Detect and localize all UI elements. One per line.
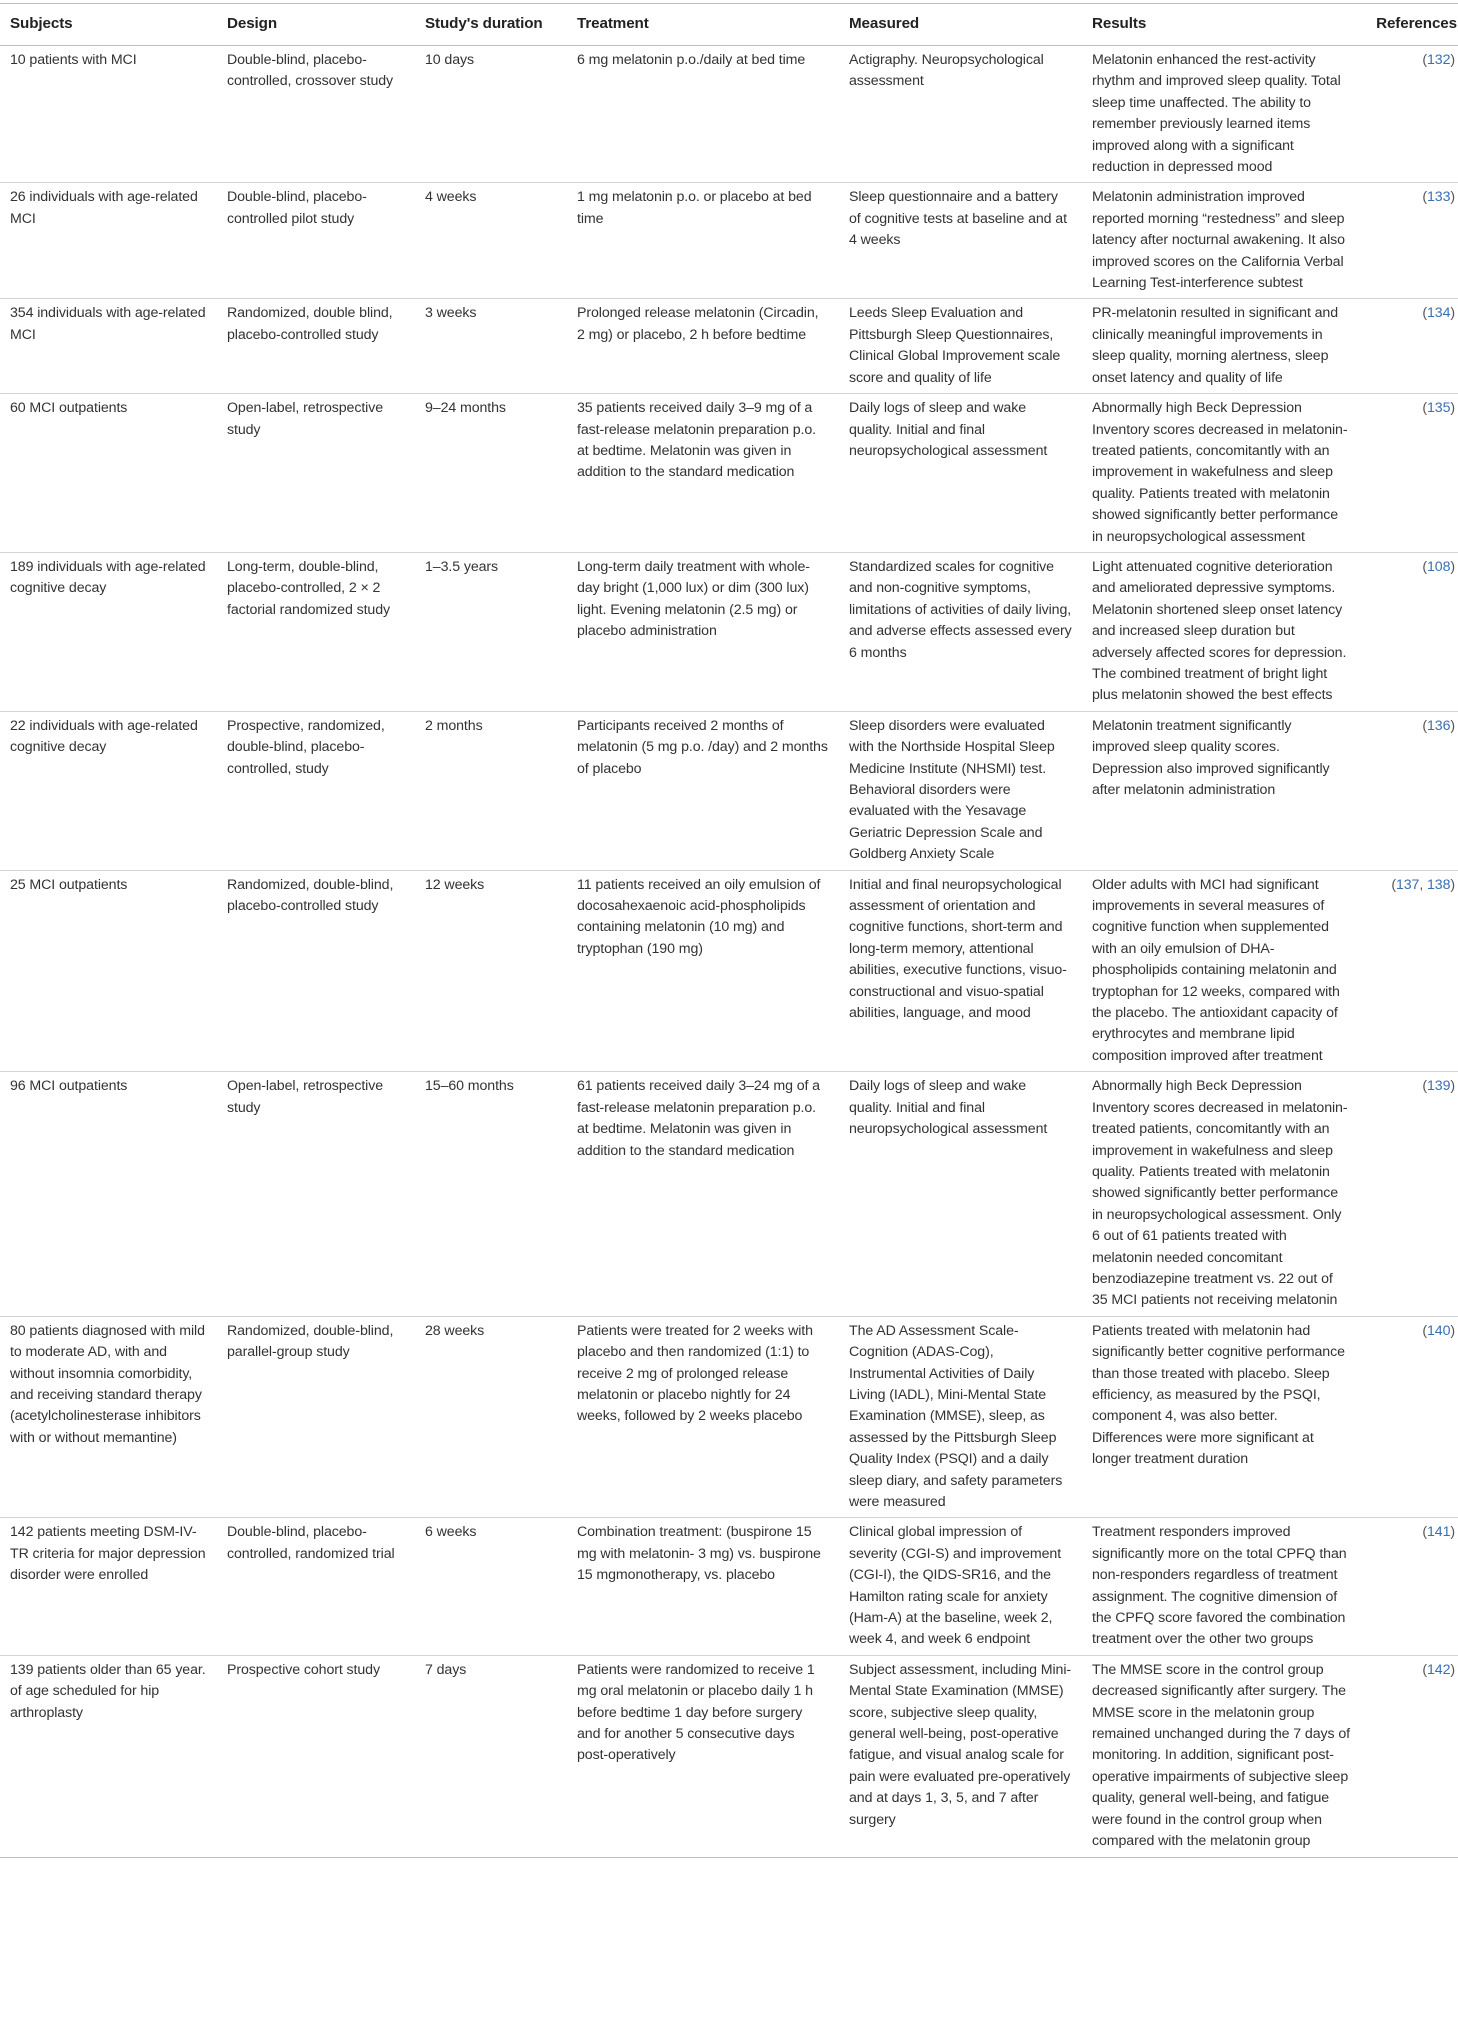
cell-duration: 3 weeks	[415, 299, 567, 394]
cell-duration: 1–3.5 years	[415, 552, 567, 711]
ref-close: )	[1450, 1661, 1455, 1678]
ref-open: (	[1422, 1078, 1427, 1095]
cell-results: Light attenuated cognitive deterioration and ameliorated depressive symptoms. Melatonin shortened sleep onset latency and increased sleep duration but adversely affected scores for depression. The combined treatment of bright light plus melatonin showed the best effects	[1082, 552, 1360, 711]
cell-design: Randomized, double blind, placebo-controlled study	[217, 299, 415, 394]
table-row	[0, 711, 1458, 870]
cell-results: Melatonin enhanced the rest-activity rhythm and improved sleep quality. Total sleep time unaffected. The ability to remember previously learned items improved along with a significant reduction in depressed mood	[1082, 46, 1360, 183]
cell-duration: 28 weeks	[415, 1316, 567, 1518]
table-row	[0, 299, 1458, 394]
cell-duration: 7 days	[415, 1655, 567, 1857]
cell-design: Randomized, double-blind, parallel-group study	[217, 1316, 415, 1518]
reference-link-2[interactable]: 138	[1427, 876, 1451, 893]
ref-open: (	[1422, 1524, 1427, 1541]
cell-results: Patients treated with melatonin had significantly better cognitive performance than those treated with placebo. Sleep efficiency, as measured by the PSQI, component 4, was also better. Differences were more significant at longer treatment duration	[1082, 1316, 1360, 1518]
ref-close: )	[1450, 876, 1455, 893]
table-row	[0, 1316, 1458, 1518]
cell-duration: 12 weeks	[415, 870, 567, 1072]
table-row	[0, 552, 1458, 711]
cell-design: Randomized, double-blind, placebo-controlled study	[217, 870, 415, 1072]
cell-results: Melatonin administration improved reported morning “restedness” and sleep latency after nocturnal awakening. It also improved scores on the California Verbal Learning Test-interference subtest	[1082, 183, 1360, 299]
cell-treatment: 1 mg melatonin p.o. or placebo at bed time	[567, 183, 839, 299]
cell-measured: Daily logs of sleep and wake quality. Initial and final neuropsychological assessment	[839, 1072, 1082, 1316]
ref-open: (	[1391, 876, 1396, 893]
ref-open: (	[1422, 1661, 1427, 1678]
ref-open: (	[1422, 558, 1427, 575]
reference-link[interactable]: 137	[1395, 876, 1420, 893]
cell-subjects: 22 individuals with age-related cognitive decay	[0, 711, 217, 870]
cell-subjects: 142 patients meeting DSM-IV-TR criteria for major depression disorder were enrolled	[0, 1518, 217, 1655]
cell-subjects: 96 MCI outpatients	[0, 1072, 217, 1316]
cell-treatment: Long-term daily treatment with whole-day bright (1,000 lux) or dim (300 lux) light. Evening melatonin (2.5 mg) or placebo administration	[567, 552, 839, 711]
cell-reference	[1360, 183, 1458, 299]
cell-measured: Actigraphy. Neuropsychological assessment	[839, 46, 1082, 183]
cell-measured: Leeds Sleep Evaluation and Pittsburgh Sleep Questionnaires, Clinical Global Improvement scale score and quality of life	[839, 299, 1082, 394]
reference-link[interactable]: 133	[1427, 189, 1451, 206]
cell-reference	[1360, 711, 1458, 870]
cell-treatment: 61 patients received daily 3–24 mg of a fast-release melatonin preparation p.o. at bedtime. Melatonin was given in addition to the standard medication	[567, 1072, 839, 1316]
reference-link[interactable]: 139	[1427, 1078, 1451, 1095]
cell-results: The MMSE score in the control group decreased significantly after surgery. The MMSE score in the melatonin group remained unchanged during the 7 days of monitoring. In addition, significant post-operative impairments of subjective sleep quality, general well-being, and fatigue were found in the control group when compared with the melatonin group	[1082, 1655, 1360, 1857]
cell-measured: Sleep disorders were evaluated with the Northside Hospital Sleep Medicine Institute (NHSMI) test. Behavioral disorders were evaluated with the Yesavage Geriatric Depression Scale and Goldberg Anxiety Scale	[839, 711, 1082, 870]
reference-link[interactable]: 142	[1427, 1661, 1451, 1678]
table-row	[0, 394, 1458, 553]
cell-subjects: 139 patients older than 65 year. of age scheduled for hip arthroplasty	[0, 1655, 217, 1857]
table-header-row	[0, 4, 1458, 46]
ref-open: (	[1422, 1322, 1427, 1339]
header-references: References	[1360, 4, 1458, 46]
cell-measured: Standardized scales for cognitive and non-cognitive symptoms, limitations of activities of daily living, and adverse effects assessed every 6 months	[839, 552, 1082, 711]
cell-measured: Initial and final neuropsychological assessment of orientation and cognitive functions, short-term and long-term memory, attentional abilities, executive functions, visuo-constructional and visuo-spatial abilities, language, and mood	[839, 870, 1082, 1072]
cell-treatment: 35 patients received daily 3–9 mg of a fast-release melatonin preparation p.o. at bedtime. Melatonin was given in addition to the standard medication	[567, 394, 839, 553]
cell-reference	[1360, 1655, 1458, 1857]
cell-design: Open-label, retrospective study	[217, 394, 415, 553]
reference-link[interactable]: 140	[1427, 1322, 1451, 1339]
cell-reference	[1360, 552, 1458, 711]
cell-measured: The AD Assessment Scale-Cognition (ADAS-Cog), Instrumental Activities of Daily Living (IADL), Mini-Mental State Examination (MMSE), sleep, as assessed by the Pittsburgh Sleep Quality Index (PSQI) and a daily sleep diary, and safety parameters were measured	[839, 1316, 1082, 1518]
ref-open: (	[1422, 189, 1427, 206]
cell-treatment: Prolonged release melatonin (Circadin, 2 mg) or placebo, 2 h before bedtime	[567, 299, 839, 394]
header-design: Design	[217, 4, 415, 46]
cell-design: Double-blind, placebo-controlled, crossover study	[217, 46, 415, 183]
study-table	[0, 3, 1458, 1858]
ref-close: )	[1450, 558, 1455, 575]
cell-measured: Subject assessment, including Mini-Mental State Examination (MMSE) score, subjective sleep quality, general well-being, post-operative fatigue, and visual analog scale for pain were evaluated pre-operatively and at days 1, 3, 5, and 7 after surgery	[839, 1655, 1082, 1857]
cell-measured: Daily logs of sleep and wake quality. Initial and final neuropsychological assessment	[839, 394, 1082, 553]
cell-duration: 4 weeks	[415, 183, 567, 299]
ref-close: )	[1450, 717, 1455, 734]
cell-design: Double-blind, placebo-controlled, randomized trial	[217, 1518, 415, 1655]
cell-treatment: Patients were randomized to receive 1 mg oral melatonin or placebo daily 1 h before bedtime 1 day before surgery and for another 5 consecutive days post-operatively	[567, 1655, 839, 1857]
reference-link[interactable]: 132	[1427, 52, 1451, 68]
cell-measured: Sleep questionnaire and a battery of cognitive tests at baseline and at 4 weeks	[839, 183, 1082, 299]
reference-link[interactable]: 108	[1427, 558, 1451, 575]
table-row	[0, 1518, 1458, 1655]
cell-treatment: Participants received 2 months of melatonin (5 mg p.o. /day) and 2 months of placebo	[567, 711, 839, 870]
cell-reference	[1360, 394, 1458, 553]
header-duration: Study's duration	[415, 4, 567, 46]
cell-results: Older adults with MCI had significant improvements in several measures of cognitive function when supplemented with an oily emulsion of DHA-phospholipids containing melatonin and tryptophan for 12 weeks, compared with the placebo. The antioxidant capacity of erythrocytes and membrane lipid composition improved after treatment	[1082, 870, 1360, 1072]
cell-reference	[1360, 1518, 1458, 1655]
table-row	[0, 46, 1458, 183]
cell-design: Prospective cohort study	[217, 1655, 415, 1857]
ref-close: )	[1450, 52, 1455, 68]
header-measured: Measured	[839, 4, 1082, 46]
header-results: Results	[1082, 4, 1360, 46]
cell-subjects: 26 individuals with age-related MCI	[0, 183, 217, 299]
ref-close: )	[1450, 305, 1455, 322]
ref-separator: ,	[1419, 876, 1427, 893]
cell-reference	[1360, 1072, 1458, 1316]
header-treatment: Treatment	[567, 4, 839, 46]
reference-link[interactable]: 141	[1427, 1524, 1451, 1541]
cell-subjects: 354 individuals with age-related MCI	[0, 299, 217, 394]
ref-close: )	[1450, 1322, 1455, 1339]
cell-reference	[1360, 870, 1458, 1072]
table-row	[0, 1655, 1458, 1857]
cell-subjects: 25 MCI outpatients	[0, 870, 217, 1072]
ref-close: )	[1450, 1078, 1455, 1095]
cell-reference	[1360, 299, 1458, 394]
cell-results: Treatment responders improved significantly more on the total CPFQ than non-responders regardless of treatment assignment. The cognitive dimension of the CPFQ score favored the combination treatment over the other two groups	[1082, 1518, 1360, 1655]
cell-duration: 2 months	[415, 711, 567, 870]
cell-measured: Clinical global impression of severity (CGI-S) and improvement (CGI-I), the QIDS-SR16, and the Hamilton rating scale for anxiety (Ham-A) at the baseline, week 2, week 4, and week 6 endpoint	[839, 1518, 1082, 1655]
cell-results: PR-melatonin resulted in significant and clinically meaningful improvements in sleep quality, morning alertness, sleep onset latency and quality of life	[1082, 299, 1360, 394]
reference-link[interactable]: 136	[1427, 717, 1451, 734]
cell-design: Open-label, retrospective study	[217, 1072, 415, 1316]
cell-design: Long-term, double-blind, placebo-controlled, 2 × 2 factorial randomized study	[217, 552, 415, 711]
table-row	[0, 183, 1458, 299]
reference-link[interactable]: 135	[1427, 400, 1451, 417]
reference-link[interactable]: 134	[1427, 305, 1451, 322]
cell-treatment: Combination treatment: (buspirone 15 mg with melatonin- 3 mg) vs. buspirone 15 mgmonotherapy, vs. placebo	[567, 1518, 839, 1655]
cell-design: Double-blind, placebo-controlled pilot study	[217, 183, 415, 299]
cell-results: Abnormally high Beck Depression Inventory scores decreased in melatonin-treated patients, concomitantly with an improvement in wakefulness and sleep quality. Patients treated with melatonin showed significantly better performance in neuropsychological assessment	[1082, 394, 1360, 553]
cell-subjects: 189 individuals with age-related cognitive decay	[0, 552, 217, 711]
ref-open: (	[1422, 717, 1427, 734]
cell-design: Prospective, randomized, double-blind, placebo-controlled, study	[217, 711, 415, 870]
cell-treatment: 6 mg melatonin p.o./daily at bed time	[567, 46, 839, 183]
ref-open: (	[1422, 305, 1427, 322]
cell-reference	[1360, 1316, 1458, 1518]
cell-results: Abnormally high Beck Depression Inventory scores decreased in melatonin-treated patients, concomitantly with an improvement in wakefulness and sleep quality. Patients treated with melatonin showed significantly better performance in neuropsychological assessment. Only 6 out of 61 patients treated with melatonin needed concomitant benzodiazepine treatment vs. 22 out of 35 MCI patients not receiving melatonin	[1082, 1072, 1360, 1316]
ref-open: (	[1422, 400, 1427, 417]
cell-treatment: Patients were treated for 2 weeks with placebo and then randomized (1:1) to receive 2 mg of prolonged release melatonin or placebo nightly for 24 weeks, followed by 2 weeks placebo	[567, 1316, 839, 1518]
cell-duration: 15–60 months	[415, 1072, 567, 1316]
cell-treatment: 11 patients received an oily emulsion of docosahexaenoic acid-phospholipids containing melatonin (10 mg) and tryptophan (190 mg)	[567, 870, 839, 1072]
cell-subjects: 80 patients diagnosed with mild to moderate AD, with and without insomnia comorbidity, and receiving standard therapy (acetylcholinesterase inhibitors with or without memantine)	[0, 1316, 217, 1518]
ref-open: (	[1422, 52, 1427, 68]
cell-duration: 10 days	[415, 46, 567, 183]
cell-subjects: 60 MCI outpatients	[0, 394, 217, 553]
ref-close: )	[1450, 400, 1455, 417]
cell-subjects: 10 patients with MCI	[0, 46, 217, 183]
cell-duration: 6 weeks	[415, 1518, 567, 1655]
cell-duration: 9–24 months	[415, 394, 567, 553]
header-subjects: Subjects	[0, 4, 217, 46]
ref-close: )	[1450, 189, 1455, 206]
cell-results: Melatonin treatment significantly improved sleep quality scores. Depression also improved significantly after melatonin administration	[1082, 711, 1360, 870]
table-row	[0, 870, 1458, 1072]
cell-reference	[1360, 46, 1458, 183]
table-row	[0, 1072, 1458, 1316]
ref-close: )	[1450, 1524, 1455, 1541]
